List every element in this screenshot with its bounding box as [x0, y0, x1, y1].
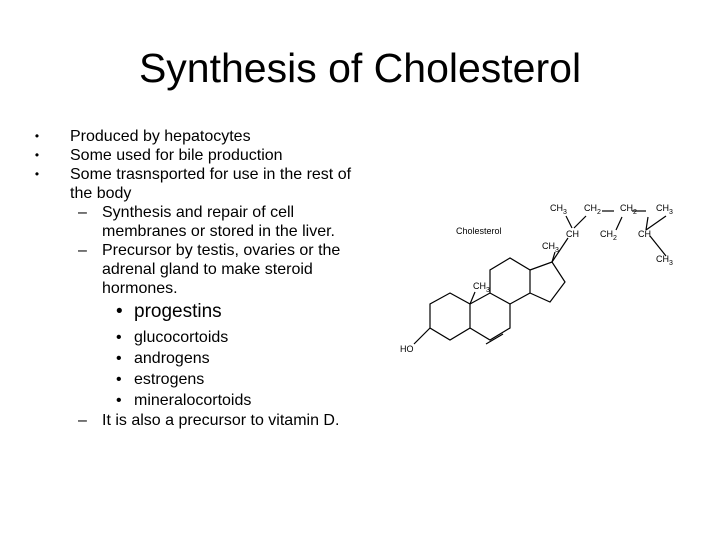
side-chain-bond	[566, 216, 572, 228]
methylene-label-c24: $CH_2$	[620, 203, 637, 216]
bullet-marker: •	[116, 371, 122, 388]
methyl-label-c27: $CH_3$	[656, 254, 673, 267]
bullet-hepatocytes	[30, 127, 370, 146]
hormone-item-glucocortoids	[30, 327, 370, 348]
ring-d	[530, 262, 565, 302]
ch-label-c25: CH	[638, 229, 651, 239]
ring-a	[430, 293, 470, 340]
dash-marker: –	[78, 204, 87, 221]
sub-bullet-vitamin-d	[30, 411, 370, 430]
methylene-label-c22: $CH_2$	[584, 203, 601, 216]
bullet-bile	[30, 146, 370, 165]
ring-c	[490, 258, 530, 304]
bullet-marker: •	[116, 329, 122, 346]
methyl-label-c26: $CH_3$	[656, 203, 673, 216]
side-chain-bond	[650, 236, 666, 256]
bullet-text: Some used for bile production	[70, 147, 283, 164]
bullet-marker: •	[34, 167, 40, 181]
slide-title: Synthesis of Cholesterol	[138, 45, 582, 91]
ring-b	[470, 293, 510, 340]
sub-bullet-text: It is also a precursor to vitamin D.	[102, 412, 340, 429]
side-chain-bond	[574, 216, 586, 228]
sub-bullet-text: Precursor by testis, ovaries or the adrenal gland to make steroid hormones.	[102, 242, 341, 297]
cholesterol-structure-diagram	[392, 196, 692, 371]
methyl-label-c21: $CH_3$	[550, 203, 567, 216]
bullet-list	[30, 127, 370, 430]
hormone-text: androgens	[134, 350, 210, 367]
steroid-rings	[414, 211, 666, 344]
bullet-marker: •	[116, 392, 122, 409]
hormone-text: progestins	[134, 301, 222, 322]
bullet-text: Produced by hepatocytes	[70, 128, 251, 145]
bullet-marker: •	[116, 350, 122, 367]
hormone-item-androgens	[30, 348, 370, 369]
bullet-marker: •	[34, 148, 40, 162]
sub-bullet-text: Synthesis and repair of cell membranes or stored in the liver.	[102, 204, 335, 240]
hydroxyl-label: HO	[400, 344, 414, 354]
bullet-text: Some trasnsported for use in the rest of the body	[70, 166, 352, 202]
ch-label-c20: CH	[566, 229, 579, 239]
hormone-text: mineralocortoids	[134, 392, 252, 409]
dash-marker: –	[78, 412, 87, 429]
side-chain-bond	[616, 217, 622, 230]
hormone-item-estrogens	[30, 369, 370, 390]
methylene-label-c23: $CH_2$	[600, 229, 617, 242]
bullet-transport	[30, 165, 370, 203]
bullet-marker: •	[34, 129, 40, 143]
dash-marker: –	[78, 242, 87, 259]
hormone-item-mineralocortoids	[30, 390, 370, 411]
methyl-label-c10: $CH_3$	[473, 281, 490, 294]
bullet-marker: •	[116, 301, 123, 322]
hydroxyl-bond	[414, 328, 430, 344]
hormone-text: estrogens	[134, 371, 205, 388]
side-chain-bond	[646, 216, 666, 230]
sub-bullet-precursor	[30, 241, 370, 298]
methyl-label-c13: $CH_3$	[542, 241, 559, 254]
sub-bullet-membranes	[30, 203, 370, 241]
molecule-name-label: Cholesterol	[456, 226, 502, 236]
hormone-item-progestins	[30, 300, 370, 323]
hormone-text: glucocortoids	[134, 329, 229, 346]
